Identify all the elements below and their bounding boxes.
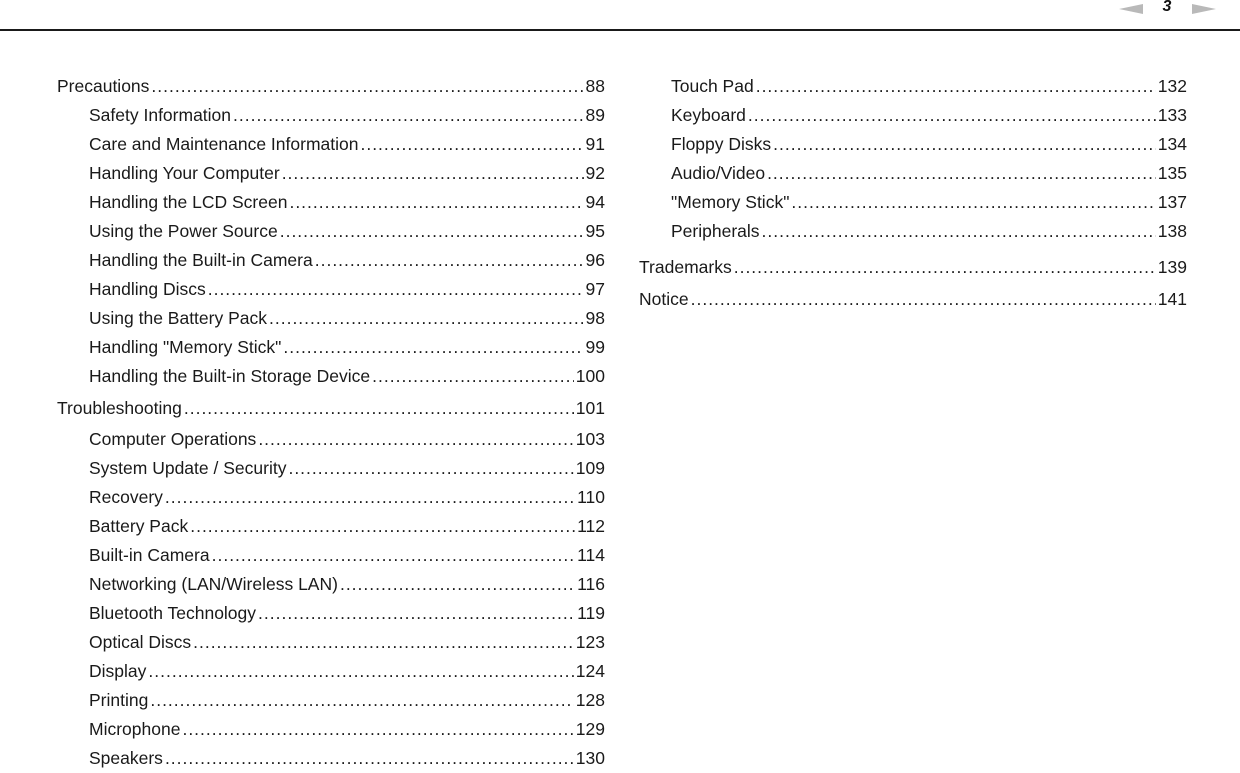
dot-leader [773, 134, 1156, 154]
toc-entry-page: 141 [1157, 289, 1187, 309]
toc-entry-page: 88 [585, 76, 605, 96]
toc-entry-title: Troubleshooting [57, 398, 182, 418]
toc-entry-page: 96 [585, 250, 605, 270]
toc-entry-page: 137 [1157, 192, 1187, 212]
dot-leader [258, 603, 575, 623]
toc-entry-title: Peripherals [671, 221, 760, 241]
toc-entry-trademarks[interactable] [639, 257, 1187, 277]
toc-entry-keyboard[interactable] [671, 105, 1187, 125]
toc-entry-page: 99 [585, 337, 605, 357]
toc-entry-title: Networking (LAN/Wireless LAN) [89, 574, 338, 594]
toc-entry-page: 100 [575, 366, 605, 386]
dot-leader [190, 516, 575, 536]
toc-entry-title: Using the Power Source [89, 221, 278, 241]
dot-leader [165, 487, 575, 507]
toc-entry-precautions[interactable] [57, 76, 605, 96]
toc-entry-title: Using the Battery Pack [89, 308, 267, 328]
toc-entry-handling-discs[interactable] [89, 279, 605, 299]
toc-entry-title: Built-in Camera [89, 545, 210, 565]
toc-entry-page: 116 [577, 574, 605, 594]
toc-entry-page: 132 [1157, 76, 1187, 96]
dot-leader [151, 76, 583, 96]
dot-leader [762, 221, 1156, 241]
toc-entry-title: Printing [89, 690, 149, 710]
toc-entry-title: Computer Operations [89, 429, 257, 449]
toc-entry-title: Battery Pack [89, 516, 189, 536]
dot-leader [208, 279, 584, 299]
toc-entry-title: Handling the Built-in Storage Device [89, 366, 371, 386]
toc-entry-page: 124 [575, 661, 605, 681]
toc-entry-title: Handling "Memory Stick" [89, 337, 282, 357]
dot-leader [182, 719, 573, 739]
toc-entry-battery-pack[interactable] [89, 516, 605, 536]
toc-entry-troubleshooting[interactable] [57, 398, 605, 418]
toc-entry-page: 94 [585, 192, 605, 212]
dot-leader [283, 337, 583, 357]
toc-entry-built-in-camera-handling[interactable] [89, 250, 605, 270]
toc-entry-touch-pad[interactable] [671, 76, 1187, 96]
arrow-left-icon[interactable] [1119, 4, 1143, 14]
toc-entry-page: 103 [575, 429, 605, 449]
toc-entry-page: 114 [577, 545, 605, 565]
toc-entry-page: 91 [585, 134, 605, 154]
toc-entry-printing[interactable] [89, 690, 605, 710]
toc-entry-bluetooth[interactable] [89, 603, 605, 623]
toc-entry-page: 123 [575, 632, 605, 652]
page-number: 3 [1162, 0, 1172, 15]
toc-entry-page: 112 [577, 516, 605, 536]
toc-entry-built-in-camera[interactable] [89, 545, 605, 565]
dot-leader [184, 398, 574, 418]
toc-entry-floppy-disks[interactable] [671, 134, 1187, 154]
toc-entry-title: Keyboard [671, 105, 746, 125]
toc-entry-title: Display [89, 661, 147, 681]
toc-entry-page: 95 [585, 221, 605, 241]
toc-entry-title: Optical Discs [89, 632, 192, 652]
toc-entry-title: Handling Your Computer [89, 163, 280, 183]
toc-entry-title: "Memory Stick" [671, 192, 790, 212]
dot-leader [258, 429, 573, 449]
toc-entry-title: Microphone [89, 719, 181, 739]
toc-entry-page: 101 [575, 398, 605, 418]
dot-leader [165, 748, 574, 768]
dot-leader [340, 574, 575, 594]
toc-entry-handling-memory-stick[interactable] [89, 337, 605, 357]
toc-entry-page: 89 [585, 105, 605, 125]
dot-leader [269, 308, 584, 328]
toc-entry-page: 130 [575, 748, 605, 768]
dot-leader [212, 545, 575, 565]
header-divider [0, 29, 1240, 31]
dot-leader [360, 134, 583, 154]
toc-entry-title: Handling Discs [89, 279, 206, 299]
toc-entry-title: Precautions [57, 76, 150, 96]
toc-entry-page: 92 [585, 163, 605, 183]
toc-entry-title: Audio/Video [671, 163, 766, 183]
toc-entry-handling-computer[interactable] [89, 163, 605, 183]
toc-entry-title: Care and Maintenance Information [89, 134, 359, 154]
dot-leader [315, 250, 584, 270]
toc-entry-title: Trademarks [639, 257, 732, 277]
toc-entry-page: 128 [575, 690, 605, 710]
toc-entry-memory-stick[interactable] [671, 192, 1187, 212]
toc-entry-title: Handling the Built-in Camera [89, 250, 313, 270]
dot-leader [734, 257, 1156, 277]
dot-leader [193, 632, 574, 652]
toc-entry-computer-operations[interactable] [89, 429, 605, 449]
toc-entry-battery-pack-using[interactable] [89, 308, 605, 328]
dot-leader [791, 192, 1155, 212]
toc-entry-peripherals[interactable] [671, 221, 1187, 241]
toc-entry-title: Safety Information [89, 105, 232, 125]
toc-entry-title: Recovery [89, 487, 163, 507]
toc-entry-page: 109 [575, 458, 605, 478]
toc-entry-care-maintenance[interactable] [89, 134, 605, 154]
dot-leader [148, 661, 573, 681]
dot-leader [280, 221, 584, 241]
toc-entry-optical-discs[interactable] [89, 632, 605, 652]
dot-leader [282, 163, 584, 183]
toc-entry-recovery[interactable] [89, 487, 605, 507]
dot-leader [748, 105, 1156, 125]
toc-entry-system-update-security[interactable] [89, 458, 605, 478]
arrow-right-icon[interactable] [1192, 4, 1216, 14]
toc-entry-title: Speakers [89, 748, 163, 768]
toc-entry-title: Touch Pad [671, 76, 754, 96]
toc-entry-title: System Update / Security [89, 458, 287, 478]
dot-leader [767, 163, 1156, 183]
dot-leader [756, 76, 1156, 96]
page-header [0, 0, 1240, 31]
toc-entry-title: Notice [639, 289, 689, 309]
toc-entry-microphone[interactable] [89, 719, 605, 739]
toc-entry-networking[interactable] [89, 574, 605, 594]
toc-entry-safety-information[interactable] [89, 105, 605, 125]
toc-entry-page: 129 [575, 719, 605, 739]
dot-leader [150, 690, 573, 710]
dot-leader [288, 458, 573, 478]
toc-entry-page: 134 [1157, 134, 1187, 154]
toc-entry-page: 119 [577, 603, 605, 623]
toc-entry-speakers[interactable] [89, 748, 605, 768]
toc-entry-page: 97 [585, 279, 605, 299]
toc-entry-title: Handling the LCD Screen [89, 192, 288, 212]
toc-entry-page: 133 [1157, 105, 1187, 125]
toc-entry-page: 138 [1157, 221, 1187, 241]
toc-entry-storage-device[interactable] [89, 366, 605, 386]
dot-leader [289, 192, 583, 212]
toc-entry-title: Bluetooth Technology [89, 603, 257, 623]
toc-entry-audio-video[interactable] [671, 163, 1187, 183]
toc-entry-handling-lcd[interactable] [89, 192, 605, 212]
toc-entry-title: Floppy Disks [671, 134, 772, 154]
toc-entry-power-source[interactable] [89, 221, 605, 241]
dot-leader [372, 366, 574, 386]
toc-entry-notice[interactable] [639, 289, 1187, 309]
toc-entry-page: 135 [1157, 163, 1187, 183]
toc-entry-page: 139 [1157, 257, 1187, 277]
dot-leader [233, 105, 584, 125]
toc-entry-display[interactable] [89, 661, 605, 681]
dot-leader [691, 289, 1156, 309]
toc-entry-page: 110 [577, 487, 605, 507]
toc-entry-page: 98 [585, 308, 605, 328]
